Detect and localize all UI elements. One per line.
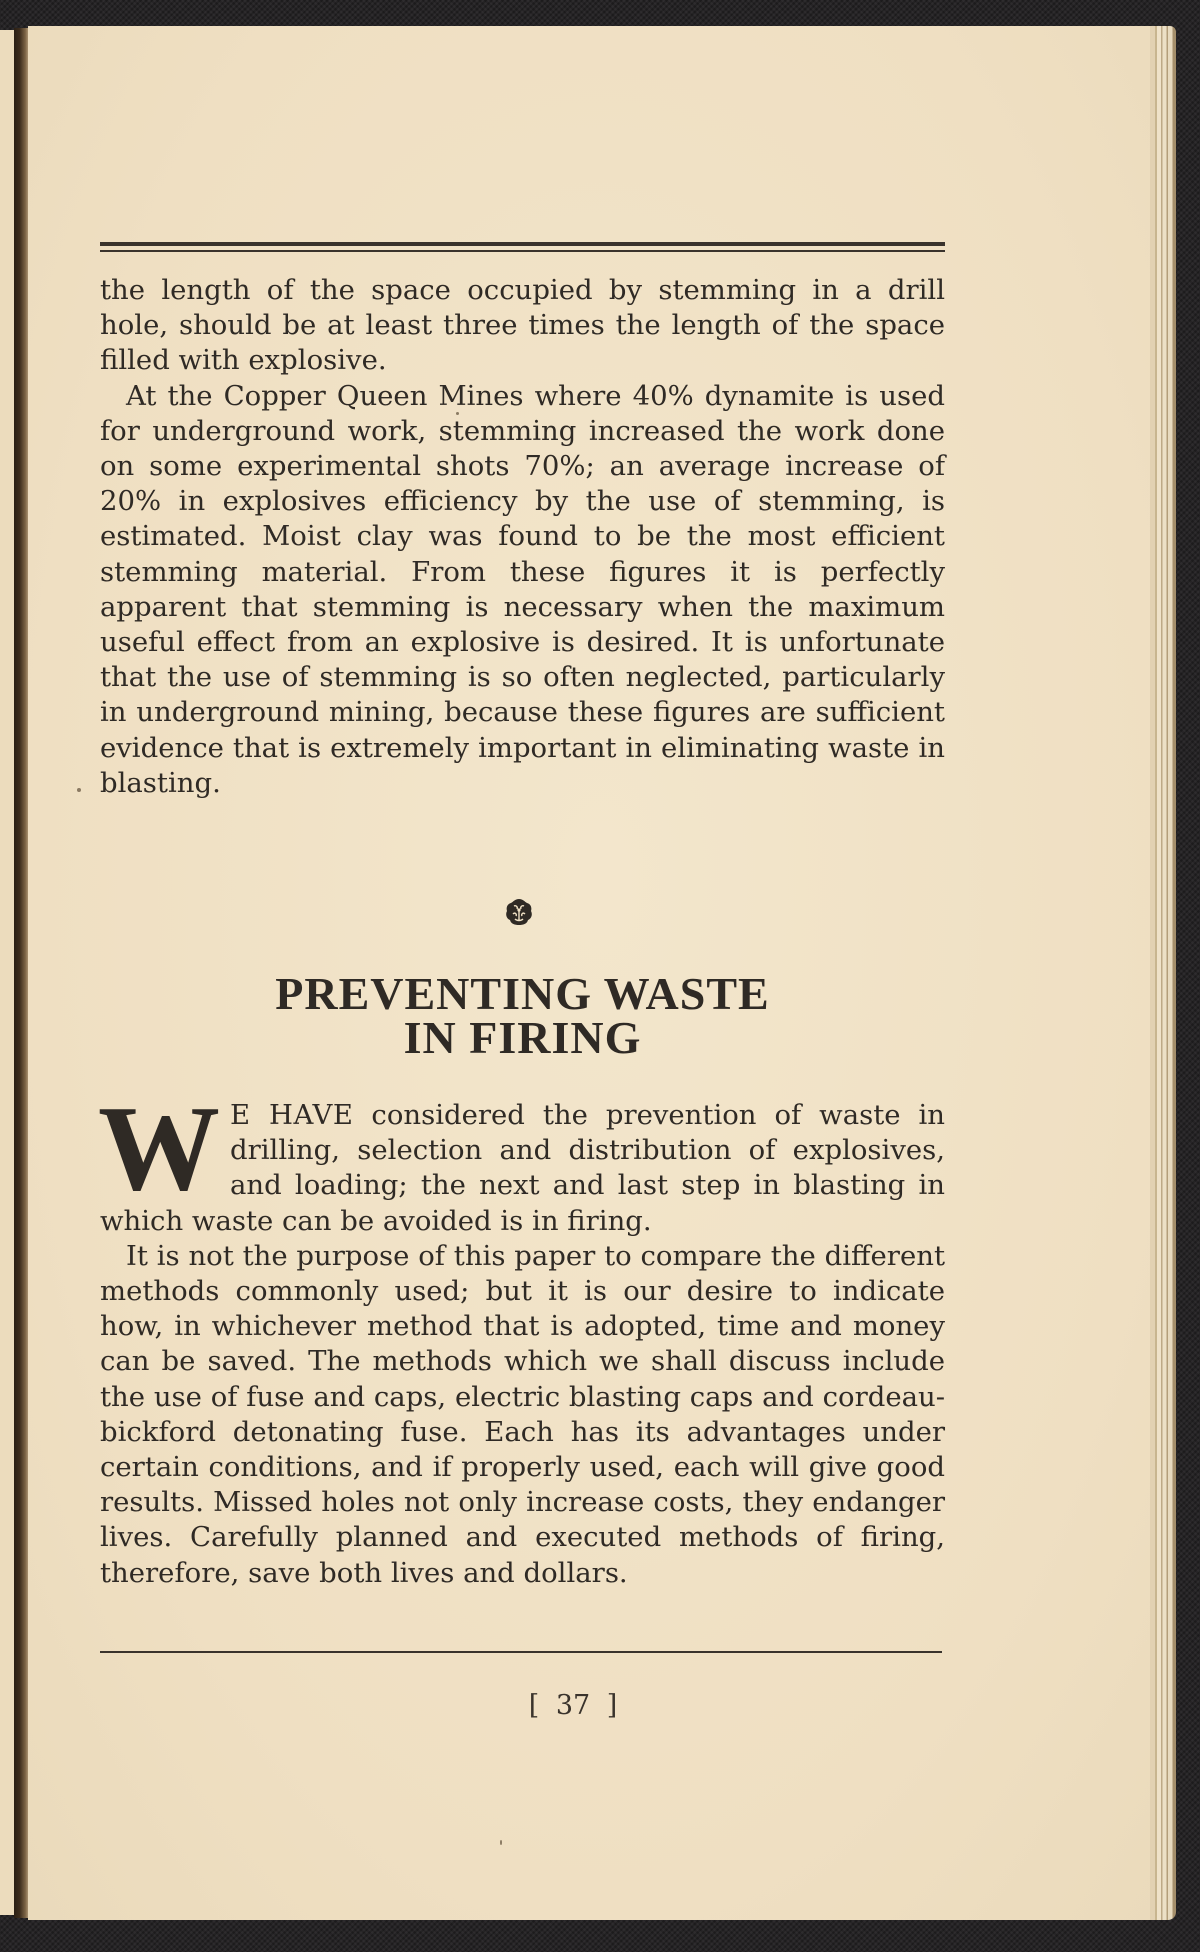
paper-speck bbox=[456, 412, 459, 415]
page-number: [ 37 ] bbox=[528, 1690, 618, 1721]
header-double-rule bbox=[100, 242, 945, 252]
paper-speck bbox=[77, 788, 81, 792]
section-heading bbox=[100, 968, 945, 1063]
footer-rule bbox=[100, 1651, 942, 1653]
rosette-ornament-icon bbox=[505, 897, 533, 927]
paragraph-methods: It is not the purpose of this paper to compare the different methods commonly used; but it is our desire to indicate how, in whichever method that is adopted, time and money can be saved. The methods which we shall discuss include the use of fuse and caps, electric blasting caps and cordeau-bickford detonating fuse. Each has its advantages under certain conditions, and if properly used, each will give good results. Missed holes not only increase costs, they endanger lives. Carefully planned and executed methods of firing, therefore, save both lives and dollars. bbox=[100, 1239, 945, 1589]
heading-line-2: IN FIRING bbox=[403, 1012, 642, 1063]
paragraph-intro bbox=[98, 1081, 945, 1239]
heading-line-1: PREVENTING WASTE bbox=[275, 968, 770, 1019]
page-stack-edges bbox=[1150, 26, 1176, 1920]
drop-cap: W bbox=[98, 1081, 220, 1216]
firing-text-block bbox=[98, 1081, 945, 1591]
drop-cap-tail: E HAVE bbox=[230, 1099, 354, 1131]
stemming-text-block bbox=[100, 273, 945, 801]
intro-text: considered the prevention of waste in drilling, selection and distribution of explosives, and loading; the next and last step in blasting in which waste can be avoided is in firing. bbox=[100, 1099, 945, 1237]
paragraph-continuation: the length of the space occupied by stemming in a drill hole, should be at least three times the length of the space filled with explosive. bbox=[100, 274, 945, 377]
paragraph-copper-queen: At the Copper Queen Mines where 40% dynamite is used for underground work, stemming increased the work done on some experimental shots 70%; an average increase of 20% in explosives efficiency by the use of stemming, is estimated. Moist clay was found to be the most efficient stemming material. From these figures it is perfectly apparent that stemming is necessary when the maximum useful effect from an explosive is desired. It is unfortunate that the use of stemming is so often neglected, particularly in underground mining, because these figures are sufficient evidence that is extremely important in eliminating waste in blasting. bbox=[100, 379, 945, 799]
paper-speck bbox=[500, 1840, 502, 1845]
